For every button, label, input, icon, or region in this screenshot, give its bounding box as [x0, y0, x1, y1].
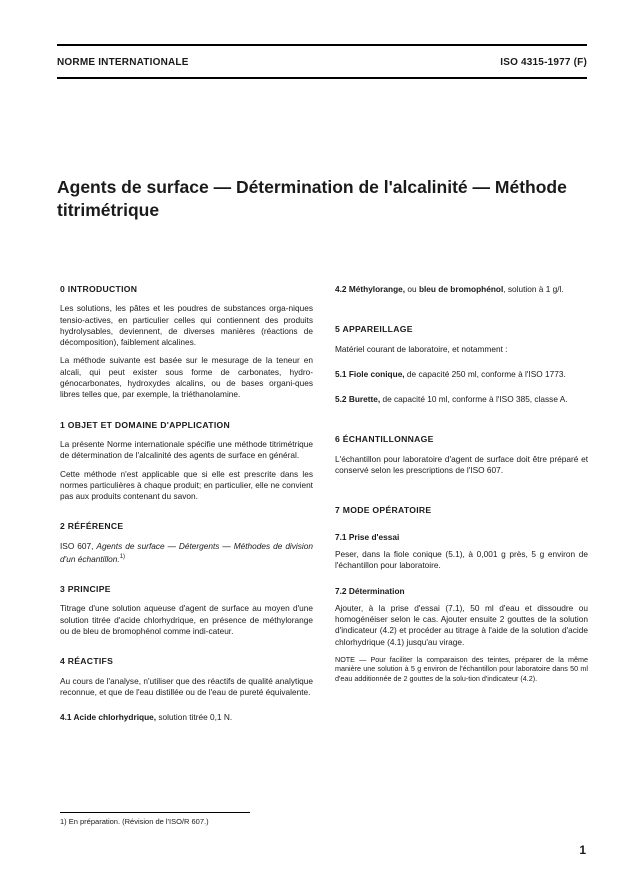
footnote-rule	[60, 812, 250, 813]
section-4-1-label: 4.1 Acide chlorhydrique,	[60, 712, 157, 723]
top-rule	[57, 44, 587, 46]
section-4-1-text: solution titrée 0,1 N.	[156, 712, 233, 723]
header-standard-number: ISO 4315-1977 (F)	[500, 57, 587, 68]
page-number: 1	[579, 843, 586, 857]
right-column	[335, 284, 588, 683]
document-title-line1: Agents de surface — Détermination de l'alcalinité — Méthode	[57, 177, 567, 197]
section-7-2-heading: 7.2 Détermination	[335, 585, 405, 596]
section-2-heading: 2 RÉFÉRENCE	[60, 521, 124, 532]
header-standard-type: NORME INTERNATIONALE	[57, 57, 189, 68]
section-4-1-item	[60, 712, 313, 723]
section-0-heading: 0 INTRODUCTION	[60, 284, 138, 294]
section-5-1-item	[335, 369, 588, 380]
section-1-heading: 1 OBJET ET DOMAINE D'APPLICATION	[60, 419, 231, 430]
section-2-reference	[60, 541, 313, 565]
section-1-paragraph-2: Cette méthode n'est applicable que si elle est prescrite dans les normes particulières à chaque produit; en particulier, elle ne convient pas aux produits contenant du savon.	[60, 468, 313, 502]
section-3-heading: 3 PRINCIPE	[60, 584, 111, 595]
section-4-2-label-alt: bleu de bromophénol	[418, 284, 504, 294]
section-4-heading: 4 RÉACTIFS	[60, 656, 114, 667]
footnote: 1) En préparation. (Révision de l'ISO/R 607.)	[60, 817, 209, 826]
section-5-paragraph-1: Matériel courant de laboratoire, et notamment :	[335, 343, 508, 354]
reference-title: Agents de surface — Détergents — Méthodes de division d'un échantillon.	[60, 540, 313, 564]
document-title-line2: titrimétrique	[57, 200, 160, 220]
section-4-2-label: 4.2 Méthylorange,	[335, 284, 406, 294]
header-bottom-rule	[57, 77, 587, 79]
section-5-1-text: de capacité 250 ml, conforme à l'ISO 1773.	[404, 368, 566, 379]
section-7-1-heading: 7.1 Prise d'essai	[335, 531, 400, 542]
reference-code: ISO 607,	[60, 540, 97, 551]
section-4-2-item	[335, 284, 588, 295]
left-column	[60, 284, 313, 730]
section-7-heading: 7 MODE OPÉRATOIRE	[335, 505, 432, 516]
section-6-paragraph-1: L'échantillon pour laboratoire d'agent de surface doit être préparé et conservé selon les prescriptions de l'ISO 607.	[335, 453, 588, 476]
section-5-heading: 5 APPAREILLAGE	[335, 324, 413, 335]
section-0-paragraph-2: La méthode suivante est basée sur le mesurage de la teneur en alcali, qui peut exister sous forme de carbonates, hydro-génocarbonates, hydroxydes alcalins, ou de bases organi-ques libres telles que, par exemple, la triéthanolamine.	[60, 355, 313, 400]
section-7-2-paragraph: Ajouter, à la prise d'essai (7.1), 50 ml d'eau et dissoudre ou homogénéiser selon le cas. Ajouter ensuite 2 gouttes de la solution d'indicateur (4.2) et procéder au titrage à l'aide de la solution d'acide chlorhydrique (4.1) jusqu'au virage.	[335, 602, 588, 647]
section-7-2-note: NOTE — Pour faciliter la comparaison des teintes, préparer de la même manière une solution à 5 g environ de l'échantillon pour laboratoire dans 50 ml d'eau additionnée de 2 gouttes de la solu-tion d'indicateur (4.2).	[335, 655, 588, 683]
section-4-paragraph-1: Au cours de l'analyse, n'utiliser que des réactifs de qualité analytique reconnue, et que de l'eau distillée ou de l'eau de pureté équivalente.	[60, 675, 313, 697]
document-title	[57, 176, 597, 222]
section-5-2-label: 5.2 Burette,	[335, 394, 381, 405]
section-0-paragraph-1: Les solutions, les pâtes et les poudres de substances orga-niques tensio-actives, en particulier celles qui contiennent des produits hydrolysables, deviennent, de diverses manières (réactions de décomposition), faiblement alcalines.	[60, 303, 313, 348]
section-1-paragraph-1: La présente Norme internationale spécifie une méthode titrimétrique de détermination de l'alcalinité des agents de surface en général.	[60, 438, 313, 461]
section-5-2-text: de capacité 10 ml, conforme à l'ISO 385, classe A.	[380, 394, 568, 405]
section-7-1-paragraph: Peser, dans la fiole conique (5.1), à 0,001 g près, 5 g environ de l'échantillon pour laboratoire.	[335, 548, 588, 571]
section-3-paragraph-1: Titrage d'une solution aqueuse d'agent de surface au moyen d'une solution titrée d'acide chlorhydrique, en présence de méthylorange ou de bleu de bromophénol comme indi-cateur.	[60, 603, 313, 636]
footnote-marker: 1)	[119, 554, 126, 561]
section-5-1-label: 5.1 Fiole conique,	[335, 368, 405, 379]
section-4-2-text: , solution à 1 g/l.	[503, 284, 564, 294]
section-4-2-connector: ou	[405, 284, 419, 294]
section-5-2-item	[335, 394, 588, 405]
section-6-heading: 6 ÉCHANTILLONNAGE	[335, 434, 434, 445]
